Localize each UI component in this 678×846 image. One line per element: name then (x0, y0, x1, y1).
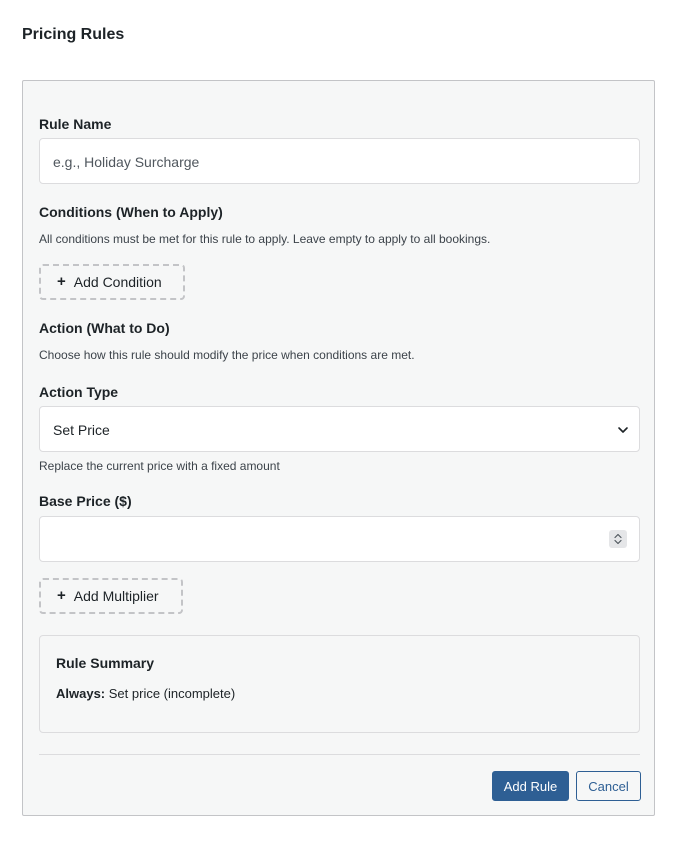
rule-summary-text: Set price (incomplete) (108, 686, 236, 701)
rule-name-placeholder: e.g., Holiday Surcharge (53, 154, 200, 170)
add-condition-label: Add Condition (73, 274, 162, 290)
page-title: Pricing Rules (22, 26, 125, 43)
action-type-select[interactable] (39, 406, 640, 452)
conditions-help: All conditions must be met for this rule to apply. Leave empty to apply to all bookings. (39, 232, 491, 246)
add-multiplier-button[interactable] (39, 578, 183, 614)
rule-name-input[interactable] (39, 138, 640, 184)
rule-name-label: Rule Name (39, 116, 112, 132)
base-price-label: Base Price ($) (39, 493, 132, 509)
plus-icon: + (57, 587, 66, 604)
rule-summary-prefix: Always: (56, 686, 106, 701)
rule-summary-box (39, 635, 640, 733)
form-divider (39, 754, 640, 755)
chevron-down-icon (617, 424, 629, 436)
number-spinner[interactable] (609, 530, 627, 548)
add-rule-button[interactable]: Add Rule (492, 771, 569, 801)
rule-summary-title: Rule Summary (56, 655, 155, 671)
spinner-arrows-icon (609, 530, 627, 548)
action-type-help: Replace the current price with a fixed amount (39, 459, 280, 473)
action-type-label: Action Type (39, 384, 119, 400)
add-condition-button[interactable] (39, 264, 185, 300)
cancel-button[interactable]: Cancel (576, 771, 641, 801)
add-multiplier-label: Add Multiplier (73, 588, 159, 604)
plus-icon: + (57, 273, 66, 290)
rule-summary-line (56, 686, 235, 702)
action-type-selected-value: Set Price (53, 422, 110, 438)
rule-form-panel (22, 80, 655, 816)
action-help: Choose how this rule should modify the price when conditions are met. (39, 348, 415, 362)
base-price-input[interactable] (39, 516, 640, 562)
action-heading: Action (What to Do) (39, 320, 170, 336)
conditions-heading: Conditions (When to Apply) (39, 204, 223, 220)
